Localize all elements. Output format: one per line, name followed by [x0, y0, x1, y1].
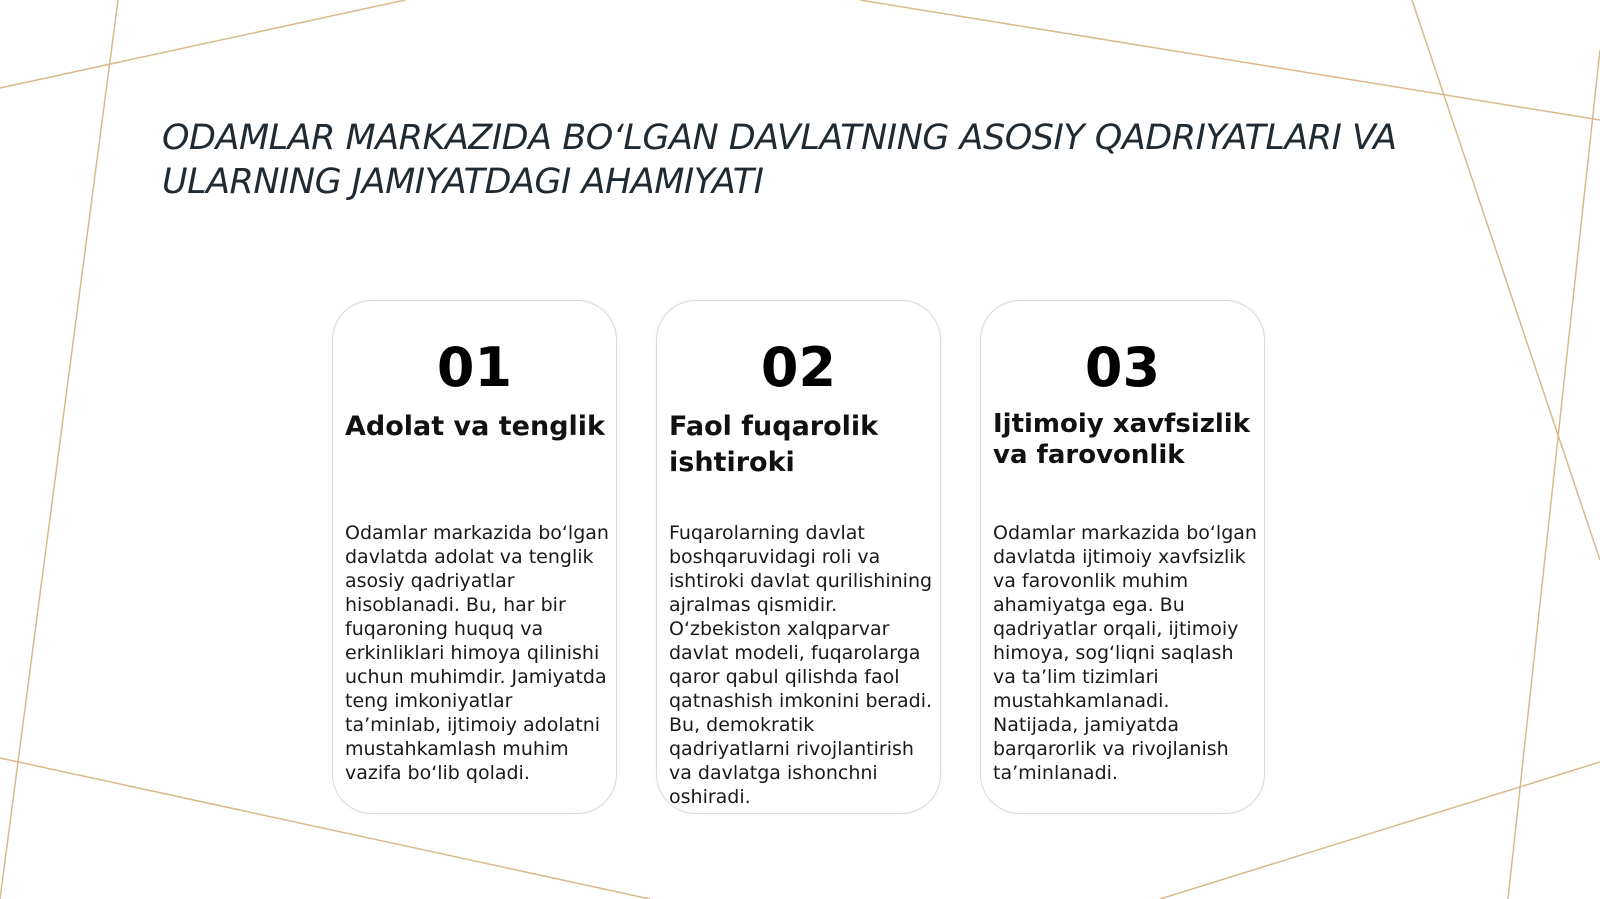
card-text: Fuqarolarning davlat boshqaruvidagi roli va ishtiroki davlat qurilishining ajralmas qismidir. O‘zbekiston xalqparvar davlat modeli, fuqarolarga qaror qabul qilishda faol qatnashish imkonini beradi. Bu, demokratik qadriyatlarni rivojlantirish va davlatga ishonchni oshiradi.	[669, 522, 933, 808]
card-number: 02	[760, 336, 837, 399]
value-card-fuqarolik	[656, 300, 941, 814]
card-heading: Adolat va tenglik	[345, 411, 606, 442]
value-card-xavfsizlik	[980, 300, 1265, 814]
card-text: Odamlar markazida bo‘lgan davlatda adolat va tenglik asosiy qadriyatlar hisoblanadi. Bu, har bir fuqaroning huquq va erkinliklari himoya qilinishi uchun muhimdir. Jamiyatda teng imkoniyatlar ta’minlab, ijtimoiy adolatni mustahkamlash muhim vazifa bo‘lib qoladi.	[345, 522, 609, 784]
card-number: 03	[1084, 336, 1161, 399]
value-card-adolat	[332, 300, 617, 814]
card-number: 01	[436, 336, 513, 399]
card-text: Odamlar markazida bo‘lgan davlatda ijtimoiy xavfsizlik va farovonlik muhim ahamiyatga ega. Bu qadriyatlar orqali, ijtimoiy himoya, sog‘liqni saqlash va ta’lim tizimlari mustahkamlanadi. Natijada, jamiyatda barqarorlik va rivojlanish ta’minlanadi.	[993, 522, 1257, 784]
card-heading: Ijtimoiy xavfsizlik va farovonlik	[993, 409, 1251, 470]
card-heading: Faol fuqarolik ishtiroki	[669, 411, 879, 478]
page-title: ODAMLAR MARKAZIDA BO‘LGAN DAVLATNING ASOSIY QADRIYATLARI VA ULARNING JAMIYATDAGI AHAMIYATI	[162, 118, 1397, 202]
